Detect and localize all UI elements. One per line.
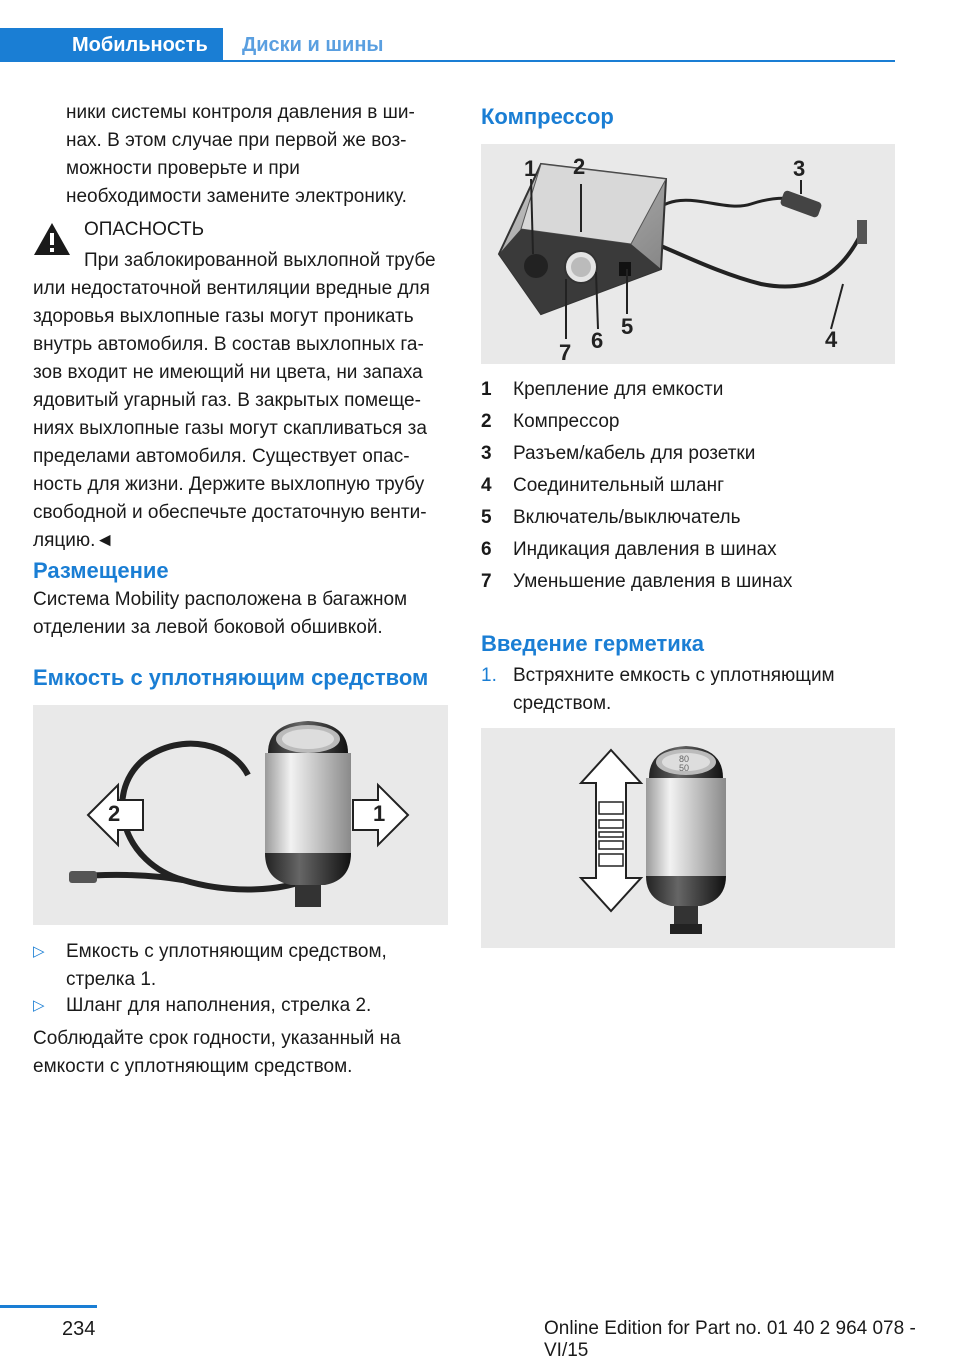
legend-row xyxy=(481,568,895,596)
intro-line: можности проверьте и при xyxy=(66,158,300,179)
arrow-label-1: 1 xyxy=(373,801,386,826)
bullet-line: Емкость с уплотняющим средством, xyxy=(66,941,387,962)
legend-number: 7 xyxy=(481,571,492,592)
intro-line: ники системы контроля давления в ши- xyxy=(66,102,415,123)
callout-6: 6 xyxy=(591,328,604,353)
danger-text xyxy=(33,275,448,555)
legend-text: Включатель/выключатель xyxy=(513,507,741,528)
tab-wheels-tires[interactable]: Диски и шины xyxy=(242,34,384,56)
legend-row xyxy=(481,376,895,404)
placement-line: отделении за левой боковой обшивкой. xyxy=(33,617,383,638)
intro-line: необходимости замените электронику. xyxy=(66,186,407,207)
container-heading: Емкость с уплотняющим средством xyxy=(33,665,429,690)
danger-line: ность для жизни. Держите выхлопную трубу xyxy=(33,474,425,495)
legend-text: Индикация давления в шинах xyxy=(513,539,777,560)
sealant-container-figure xyxy=(33,705,448,925)
legend-row xyxy=(481,440,895,468)
note-line: емкости с уплотняющим средством. xyxy=(33,1056,353,1077)
placement-section xyxy=(33,556,448,642)
callout-2: 2 xyxy=(573,154,586,179)
danger-title-text: ОПАСНОСТЬ xyxy=(84,219,205,240)
sealant-heading: Введение герметика xyxy=(481,631,705,656)
step-line: средством. xyxy=(513,693,612,714)
step-number: 1. xyxy=(481,665,497,686)
shake-figure xyxy=(481,728,895,948)
gauge-value-top: 80 xyxy=(679,754,690,764)
bullet-icon: ▷ xyxy=(33,997,45,1014)
danger-line: При заблокированной выхлопной трубе xyxy=(84,250,436,271)
legend-number: 4 xyxy=(481,475,492,496)
callout-1: 1 xyxy=(524,156,537,181)
arrow-label-2: 2 xyxy=(108,801,121,826)
placement-heading: Размещение xyxy=(33,558,169,583)
legend-number: 1 xyxy=(481,379,492,400)
bullet-line: стрелка 1. xyxy=(66,969,157,990)
legend-text: Компрессор xyxy=(513,411,620,432)
compressor-heading: Компрессор xyxy=(481,104,614,129)
header-tabs xyxy=(0,28,895,62)
danger-line: зов входит не имеющий ни цвета, ни запаха xyxy=(33,362,423,383)
callout-7: 7 xyxy=(559,340,572,364)
page-number: 234 xyxy=(62,1318,96,1340)
callout-4: 4 xyxy=(825,327,838,352)
footer-rule xyxy=(0,1305,97,1308)
tab-underline xyxy=(223,60,895,62)
legend-number: 6 xyxy=(481,539,492,560)
note-text xyxy=(33,1025,448,1081)
danger-line: ляцию.◄ xyxy=(33,530,115,551)
legend-row xyxy=(481,408,895,436)
legend-number: 5 xyxy=(481,507,492,528)
bullet-icon: ▷ xyxy=(33,943,45,960)
legend-number: 3 xyxy=(481,443,492,464)
danger-line: ниях выхлопные газы могут скапливаться за xyxy=(33,418,427,439)
compressor-figure xyxy=(481,144,895,364)
compressor-section xyxy=(481,102,895,132)
danger-line: здоровья выхлопные газы могут проникать xyxy=(33,306,414,327)
tab-mobility[interactable]: Мобильность xyxy=(0,28,223,62)
callout-5: 5 xyxy=(621,314,634,339)
danger-line: или недостаточной вентиляции вредные для xyxy=(33,278,430,299)
legend-text: Разъем/кабель для розетки xyxy=(513,443,756,464)
edition-note: Online Edition for Part no. 01 40 2 964 078 - VI/15 xyxy=(544,1318,916,1361)
legend-row xyxy=(481,536,895,564)
danger-line: пределами автомобиля. Существует опас- xyxy=(33,446,410,467)
gauge-value-bottom: 50 xyxy=(679,763,690,773)
sealant-section xyxy=(481,629,895,659)
danger-title xyxy=(84,216,454,244)
intro-line: нах. В этом случае при первой же воз- xyxy=(66,130,407,151)
legend-text: Крепление для емкости xyxy=(513,379,724,400)
callout-3: 3 xyxy=(793,156,806,181)
danger-line: свободной и обеспечьте достаточную венти- xyxy=(33,502,427,523)
legend-number: 2 xyxy=(481,411,492,432)
placement-line: Система Mobility расположена в багажном xyxy=(33,589,408,610)
danger-line: ядовитый угарный газ. В закрытых помеще- xyxy=(33,390,421,411)
legend-text: Уменьшение давления в шинах xyxy=(513,571,793,592)
container-section xyxy=(33,663,448,693)
note-line: Соблюдайте срок годности, указанный на xyxy=(33,1028,401,1049)
warning-icon xyxy=(33,222,71,261)
danger-line-first xyxy=(84,247,454,275)
intro-text xyxy=(66,99,456,211)
legend-row xyxy=(481,472,895,500)
step-line: Встряхните емкость с уплотняющим xyxy=(513,665,835,686)
legend-text: Соединительный шланг xyxy=(513,475,725,496)
danger-line: внутрь автомобиля. В состав выхлопных га- xyxy=(33,334,424,355)
bullet-line: Шланг для наполнения, стрелка 2. xyxy=(66,995,372,1016)
legend-row xyxy=(481,504,895,532)
